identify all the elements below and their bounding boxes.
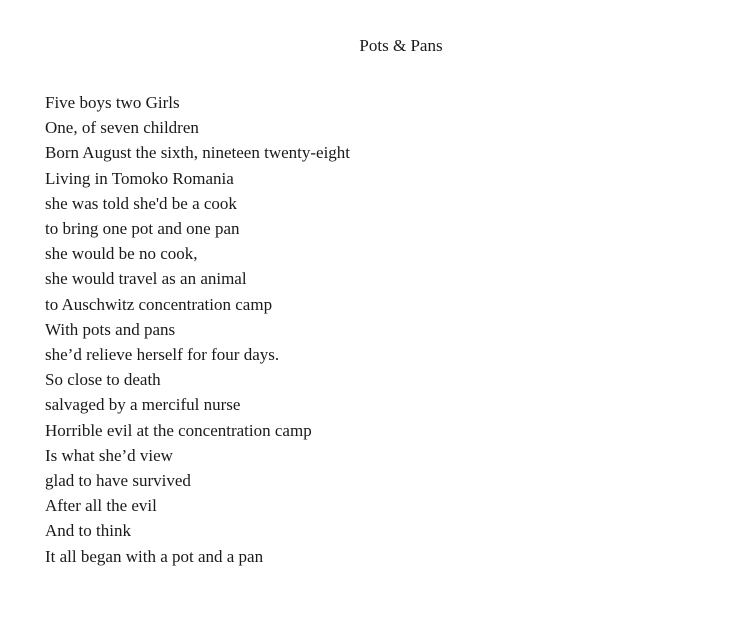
poem-line: she’d relieve herself for four days. — [45, 345, 280, 365]
poem-line: One, of seven children — [45, 118, 199, 138]
poem-line: So close to death — [45, 370, 161, 390]
poem-line: And to think — [45, 521, 131, 541]
poem-line: to Auschwitz concentration camp — [45, 294, 273, 314]
poem-body — [45, 90, 350, 569]
poem-line: she would be no cook, — [45, 244, 198, 264]
poem-line: Is what she’d view — [45, 445, 173, 465]
poem-line: Five boys two Girls — [45, 93, 180, 112]
poem-line: Horrible evil at the concentration camp — [45, 420, 312, 440]
poem-line: she was told she'd be a cook — [45, 193, 237, 213]
poem-line: It all began with a pot and a pan — [45, 546, 264, 566]
poem-line: salvaged by a merciful nurse — [45, 395, 241, 415]
poem-line: Born August the sixth, nineteen twenty-eight — [45, 143, 351, 163]
poem-line: she would travel as an animal — [45, 269, 247, 289]
poem-line: After all the evil — [45, 496, 157, 516]
poem-line: With pots and pans — [45, 319, 176, 339]
poem-title: Pots & Pans — [359, 36, 443, 55]
poem-line: Living in Tomoko Romania — [45, 168, 234, 188]
poem-line: glad to have survived — [45, 471, 191, 491]
poem-line: to bring one pot and one pan — [45, 219, 240, 239]
